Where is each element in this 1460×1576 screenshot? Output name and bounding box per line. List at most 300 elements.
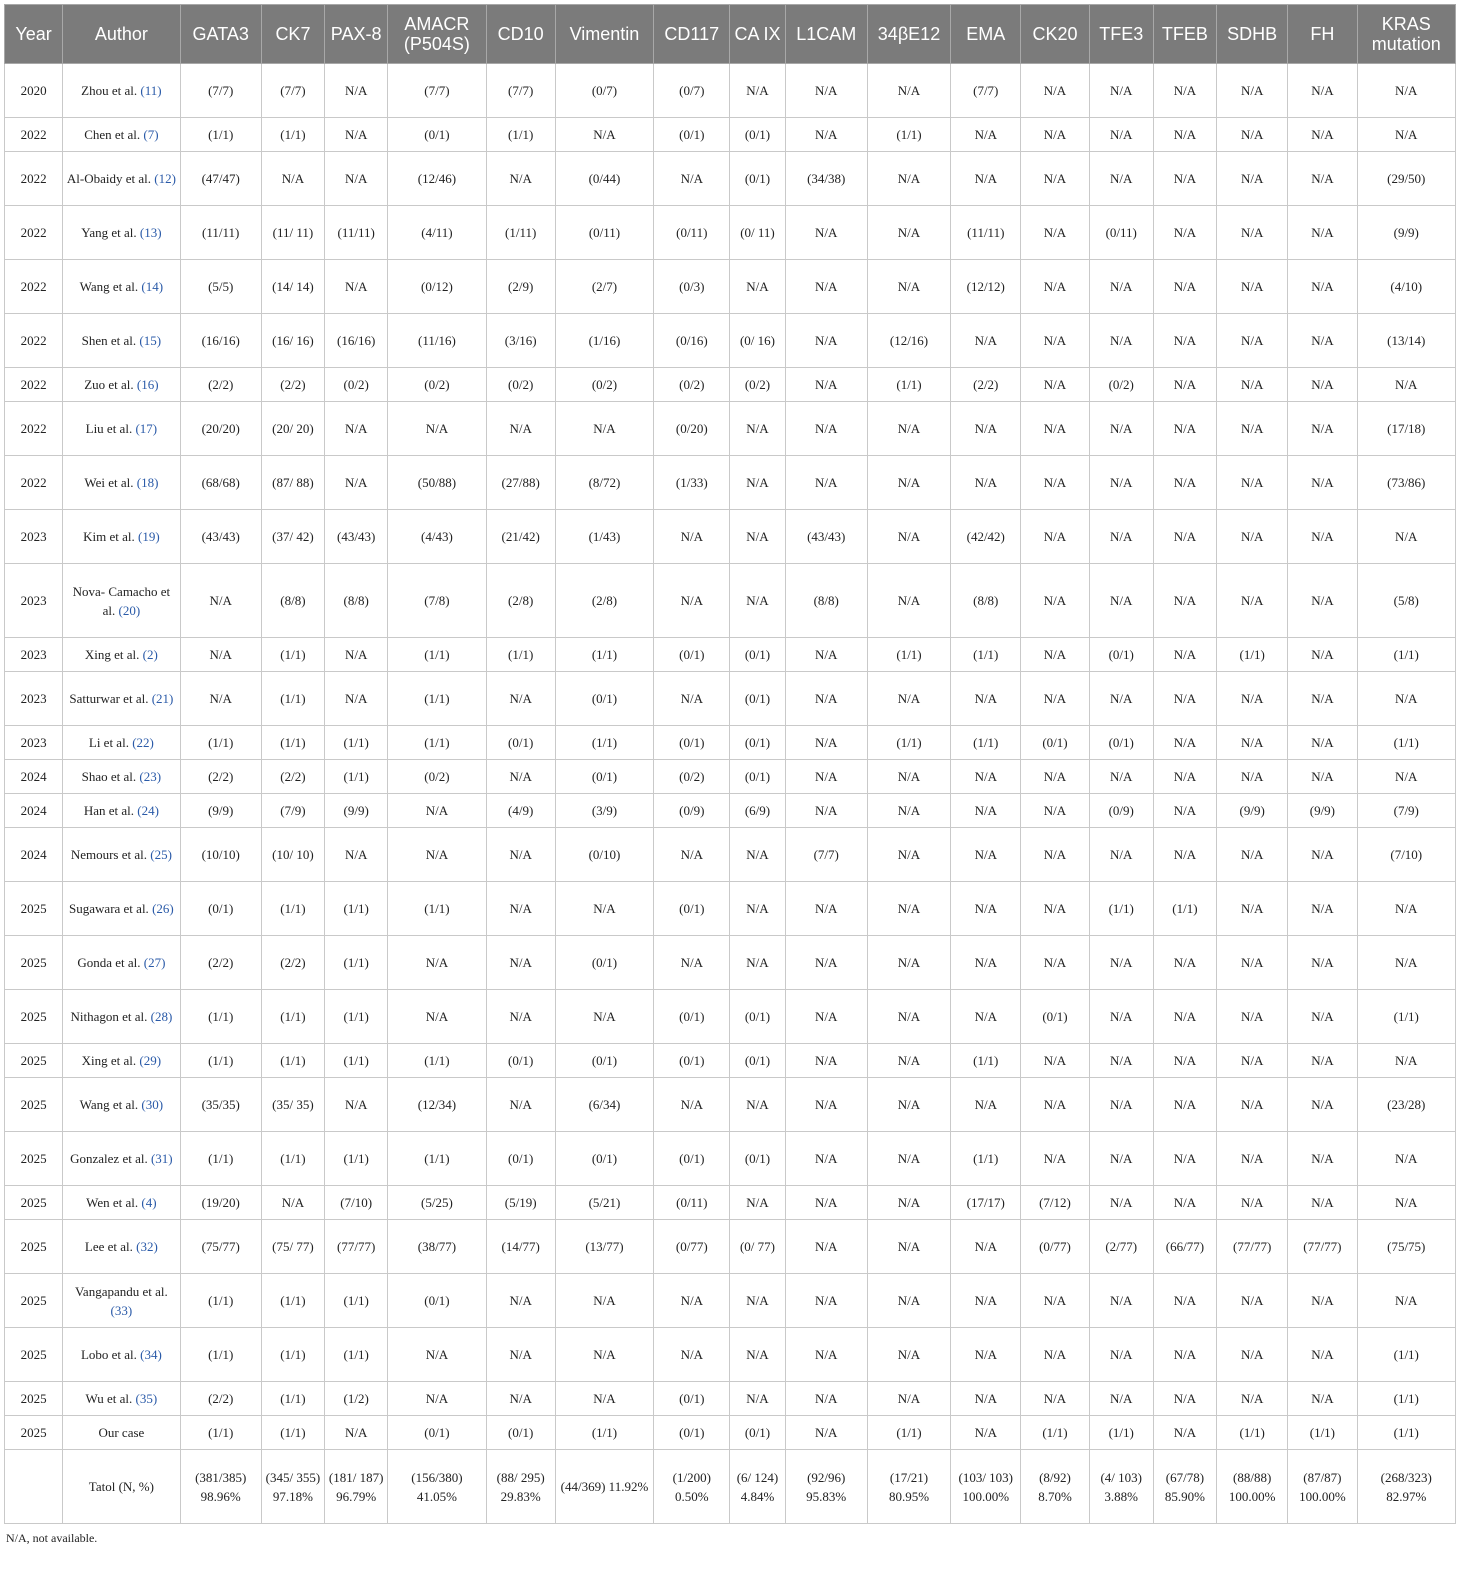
- author-cell: [63, 1382, 180, 1416]
- author-cell: [63, 260, 180, 314]
- table-cell: N/A: [555, 990, 653, 1044]
- table-cell: (9/9): [1288, 794, 1357, 828]
- table-cell: (1/2): [325, 1382, 388, 1416]
- table-cell: (1/1): [951, 1044, 1021, 1078]
- table-cell: (0/2): [730, 368, 785, 402]
- reference-link[interactable]: (30): [141, 1097, 164, 1112]
- table-cell: (0/1): [486, 1416, 555, 1450]
- table-cell: N/A: [654, 828, 730, 882]
- year-cell: 2023: [5, 564, 63, 638]
- table-cell: (5/5): [180, 260, 261, 314]
- table-cell: N/A: [180, 564, 261, 638]
- table-cell: N/A: [1021, 368, 1089, 402]
- table-cell: (0/12): [388, 260, 486, 314]
- table-cell: (0/1): [388, 1416, 486, 1450]
- total-cell: (103/ 103) 100.00%: [951, 1450, 1021, 1524]
- author-cell: [63, 564, 180, 638]
- table-cell: N/A: [1288, 64, 1357, 118]
- table-cell: (13/77): [555, 1220, 653, 1274]
- year-cell: 2025: [5, 1078, 63, 1132]
- table-cell: (0/1): [555, 760, 653, 794]
- table-cell: N/A: [1153, 1132, 1216, 1186]
- table-cell: (0/11): [555, 206, 653, 260]
- reference-link[interactable]: (28): [150, 1009, 173, 1024]
- table-cell: (7/7): [180, 64, 261, 118]
- table-row: [5, 206, 1456, 260]
- table-cell: N/A: [1153, 1274, 1216, 1328]
- author-cell: [63, 638, 180, 672]
- table-cell: N/A: [951, 1274, 1021, 1328]
- reference-link[interactable]: (21): [151, 691, 174, 706]
- total-cell: (88/88) 100.00%: [1217, 1450, 1288, 1524]
- table-cell: N/A: [867, 402, 950, 456]
- table-cell: (0/1): [730, 1416, 785, 1450]
- table-cell: (14/77): [486, 1220, 555, 1274]
- table-row: [5, 672, 1456, 726]
- table-cell: N/A: [1021, 118, 1089, 152]
- total-cell: (181/ 187) 96.79%: [325, 1450, 388, 1524]
- column-header: CD10: [486, 5, 555, 64]
- table-cell: N/A: [1021, 1078, 1089, 1132]
- reference-link[interactable]: (25): [150, 847, 172, 862]
- total-cell: (345/ 355) 97.18%: [261, 1450, 324, 1524]
- table-cell: (75/75): [1357, 1220, 1456, 1274]
- column-header: CA IX: [730, 5, 785, 64]
- table-cell: (1/1): [261, 118, 324, 152]
- table-cell: (0/1): [654, 726, 730, 760]
- table-cell: N/A: [1021, 456, 1089, 510]
- table-row: [5, 990, 1456, 1044]
- table-cell: N/A: [1153, 564, 1216, 638]
- reference-link[interactable]: (15): [139, 333, 162, 348]
- reference-link[interactable]: (27): [143, 955, 166, 970]
- table-cell: (1/1): [325, 936, 388, 990]
- column-header: TFE3: [1089, 5, 1153, 64]
- table-cell: (1/1): [180, 1044, 261, 1078]
- table-cell: N/A: [486, 1274, 555, 1328]
- reference-link[interactable]: (32): [136, 1239, 158, 1254]
- table-cell: N/A: [1357, 672, 1456, 726]
- table-cell: (7/9): [1357, 794, 1456, 828]
- table-cell: N/A: [1153, 1382, 1216, 1416]
- reference-link[interactable]: (35): [135, 1391, 158, 1406]
- author-cell: [63, 1274, 180, 1328]
- table-cell: (1/1): [261, 672, 324, 726]
- table-cell: N/A: [1217, 760, 1288, 794]
- year-cell: 2022: [5, 456, 63, 510]
- table-cell: N/A: [1357, 1044, 1456, 1078]
- year-cell: 2025: [5, 1416, 63, 1450]
- table-cell: N/A: [730, 564, 785, 638]
- table-cell: N/A: [1021, 672, 1089, 726]
- year-cell: 2022: [5, 118, 63, 152]
- table-cell: N/A: [730, 882, 785, 936]
- table-cell: N/A: [1153, 510, 1216, 564]
- total-year-cell: [5, 1450, 63, 1524]
- year-cell: 2025: [5, 882, 63, 936]
- table-cell: N/A: [1089, 1382, 1153, 1416]
- table-cell: (0/1): [1089, 726, 1153, 760]
- table-cell: (0/44): [555, 152, 653, 206]
- table-cell: (4/43): [388, 510, 486, 564]
- total-cell: (156/380) 41.05%: [388, 1450, 486, 1524]
- table-cell: N/A: [1153, 1186, 1216, 1220]
- reference-link[interactable]: (31): [150, 1151, 173, 1166]
- table-cell: N/A: [1153, 672, 1216, 726]
- table-cell: N/A: [388, 1382, 486, 1416]
- table-cell: (7/8): [388, 564, 486, 638]
- table-cell: N/A: [951, 794, 1021, 828]
- table-cell: N/A: [867, 206, 950, 260]
- table-cell: N/A: [1153, 638, 1216, 672]
- table-cell: N/A: [785, 1044, 867, 1078]
- total-cell: (381/385) 98.96%: [180, 1450, 261, 1524]
- table-cell: N/A: [1089, 118, 1153, 152]
- table-cell: (8/8): [951, 564, 1021, 638]
- table-cell: (1/1): [180, 1132, 261, 1186]
- table-cell: (1/1): [1288, 1416, 1357, 1450]
- author-cell: [63, 1328, 180, 1382]
- table-cell: N/A: [1021, 936, 1089, 990]
- table-cell: N/A: [1089, 64, 1153, 118]
- table-cell: (1/1): [1153, 882, 1216, 936]
- table-cell: N/A: [388, 402, 486, 456]
- total-cell: (67/78) 85.90%: [1153, 1450, 1216, 1524]
- table-cell: (0/1): [388, 1274, 486, 1328]
- reference-link[interactable]: (33): [110, 1302, 133, 1318]
- table-cell: N/A: [1357, 1186, 1456, 1220]
- table-cell: (1/1): [180, 726, 261, 760]
- table-cell: N/A: [1217, 1132, 1288, 1186]
- table-cell: N/A: [785, 936, 867, 990]
- reference-link[interactable]: (19): [137, 529, 160, 544]
- reference-link[interactable]: (34): [140, 1347, 162, 1362]
- table-cell: (7/7): [388, 64, 486, 118]
- table-cell: N/A: [1288, 936, 1357, 990]
- table-cell: (0/1): [730, 638, 785, 672]
- table-cell: N/A: [1288, 1186, 1357, 1220]
- table-cell: N/A: [1089, 672, 1153, 726]
- year-cell: 2025: [5, 990, 63, 1044]
- table-cell: N/A: [785, 1132, 867, 1186]
- table-cell: (2/8): [486, 564, 555, 638]
- table-cell: (11/16): [388, 314, 486, 368]
- year-cell: 2023: [5, 672, 63, 726]
- table-cell: N/A: [1089, 564, 1153, 638]
- table-cell: N/A: [1217, 206, 1288, 260]
- table-cell: (0/9): [1089, 794, 1153, 828]
- column-header: AMACR (P504S): [388, 5, 486, 64]
- table-cell: (0/2): [388, 760, 486, 794]
- year-cell: 2025: [5, 1274, 63, 1328]
- table-cell: N/A: [180, 638, 261, 672]
- reference-link[interactable]: (12): [154, 171, 176, 186]
- table-cell: (77/77): [1217, 1220, 1288, 1274]
- table-cell: N/A: [1021, 314, 1089, 368]
- table-cell: (1/1): [261, 1328, 324, 1382]
- table-cell: (10/10): [180, 828, 261, 882]
- table-cell: (1/1): [867, 368, 950, 402]
- table-cell: N/A: [1021, 1328, 1089, 1382]
- reference-link[interactable]: (2): [142, 647, 158, 662]
- table-row: [5, 260, 1456, 314]
- table-cell: N/A: [785, 672, 867, 726]
- table-cell: (0/ 77): [730, 1220, 785, 1274]
- author-name: Wei et al.: [84, 475, 134, 490]
- table-cell: N/A: [785, 638, 867, 672]
- table-cell: (77/77): [325, 1220, 388, 1274]
- total-row: [5, 1450, 1456, 1524]
- table-cell: N/A: [1288, 314, 1357, 368]
- reference-link[interactable]: (16): [136, 377, 159, 392]
- table-cell: (2/7): [555, 260, 653, 314]
- author-name: Wu et al.: [85, 1391, 133, 1406]
- author-name: Xing et al.: [84, 647, 140, 662]
- table-cell: (0/1): [486, 1132, 555, 1186]
- table-cell: (0/77): [654, 1220, 730, 1274]
- author-cell: [63, 794, 180, 828]
- year-cell: 2024: [5, 760, 63, 794]
- table-cell: N/A: [730, 456, 785, 510]
- table-cell: (34/38): [785, 152, 867, 206]
- author-name: Liu et al.: [85, 421, 133, 436]
- table-cell: (2/2): [261, 936, 324, 990]
- author-name: Nithagon et al.: [70, 1009, 148, 1024]
- column-header: 34βE12: [867, 5, 950, 64]
- table-cell: N/A: [785, 206, 867, 260]
- table-cell: (0/1): [730, 672, 785, 726]
- table-cell: (1/1): [261, 1044, 324, 1078]
- table-cell: (0/11): [654, 1186, 730, 1220]
- author-cell: [63, 64, 180, 118]
- table-cell: (0/1): [1089, 638, 1153, 672]
- table-cell: (0/ 16): [730, 314, 785, 368]
- table-cell: (9/9): [1217, 794, 1288, 828]
- column-header: PAX-8: [325, 5, 388, 64]
- table-cell: (27/88): [486, 456, 555, 510]
- table-cell: N/A: [1288, 206, 1357, 260]
- table-cell: N/A: [325, 1416, 388, 1450]
- table-cell: (0/9): [654, 794, 730, 828]
- table-cell: (35/ 35): [261, 1078, 324, 1132]
- table-row: [5, 152, 1456, 206]
- table-cell: (35/35): [180, 1078, 261, 1132]
- table-cell: N/A: [1021, 260, 1089, 314]
- table-cell: (2/2): [180, 368, 261, 402]
- table-cell: N/A: [1021, 64, 1089, 118]
- year-cell: 2025: [5, 936, 63, 990]
- table-cell: (0/1): [730, 760, 785, 794]
- author-name: Yang et al.: [81, 225, 137, 240]
- table-cell: (1/1): [325, 760, 388, 794]
- author-name: Nova- Camacho et al.: [72, 583, 171, 618]
- author-cell: [63, 206, 180, 260]
- table-cell: N/A: [730, 1328, 785, 1382]
- table-cell: (1/1): [180, 1416, 261, 1450]
- reference-link[interactable]: (23): [139, 769, 162, 784]
- table-cell: N/A: [1153, 118, 1216, 152]
- table-cell: N/A: [555, 1382, 653, 1416]
- table-cell: N/A: [785, 402, 867, 456]
- table-cell: N/A: [785, 456, 867, 510]
- table-cell: N/A: [1021, 402, 1089, 456]
- table-cell: (7/12): [1021, 1186, 1089, 1220]
- table-row: [5, 402, 1456, 456]
- table-cell: N/A: [654, 1078, 730, 1132]
- table-cell: (5/19): [486, 1186, 555, 1220]
- column-header: CK20: [1021, 5, 1089, 64]
- table-cell: (1/1): [486, 118, 555, 152]
- table-cell: N/A: [951, 990, 1021, 1044]
- table-cell: N/A: [1021, 510, 1089, 564]
- table-cell: N/A: [1217, 1382, 1288, 1416]
- reference-link[interactable]: (13): [139, 225, 162, 240]
- table-cell: (20/ 20): [261, 402, 324, 456]
- column-header: Year: [5, 5, 63, 64]
- table-cell: N/A: [785, 882, 867, 936]
- table-cell: N/A: [1153, 402, 1216, 456]
- table-cell: (5/8): [1357, 564, 1456, 638]
- table-cell: N/A: [1357, 936, 1456, 990]
- table-cell: N/A: [951, 152, 1021, 206]
- table-cell: (4/9): [486, 794, 555, 828]
- table-cell: (16/16): [325, 314, 388, 368]
- reference-link[interactable]: (17): [135, 421, 158, 436]
- table-cell: (11/11): [180, 206, 261, 260]
- table-cell: N/A: [1288, 1132, 1357, 1186]
- table-cell: N/A: [730, 936, 785, 990]
- table-cell: N/A: [1217, 260, 1288, 314]
- table-cell: (1/1): [325, 1328, 388, 1382]
- table-cell: (43/43): [785, 510, 867, 564]
- table-cell: (8/8): [325, 564, 388, 638]
- table-cell: N/A: [1089, 1044, 1153, 1078]
- table-cell: N/A: [654, 1274, 730, 1328]
- table-cell: N/A: [654, 672, 730, 726]
- table-cell: N/A: [1153, 1416, 1216, 1450]
- table-row: [5, 1078, 1456, 1132]
- table-cell: N/A: [555, 118, 653, 152]
- table-cell: N/A: [1089, 1186, 1153, 1220]
- reference-link[interactable]: (22): [132, 735, 154, 750]
- table-cell: N/A: [1357, 882, 1456, 936]
- total-cell: (8/92) 8.70%: [1021, 1450, 1089, 1524]
- author-cell: [63, 1044, 180, 1078]
- table-cell: (2/8): [555, 564, 653, 638]
- reference-link[interactable]: (29): [139, 1053, 162, 1068]
- reference-link[interactable]: (11): [140, 83, 162, 98]
- table-cell: (1/1): [261, 990, 324, 1044]
- table-cell: (0/ 11): [730, 206, 785, 260]
- table-cell: N/A: [951, 1078, 1021, 1132]
- author-name: Gonda et al.: [77, 955, 141, 970]
- table-cell: (2/9): [486, 260, 555, 314]
- table-cell: (0/2): [555, 368, 653, 402]
- table-cell: N/A: [325, 118, 388, 152]
- table-cell: (0/1): [730, 118, 785, 152]
- year-cell: 2025: [5, 1044, 63, 1078]
- table-row: [5, 1416, 1456, 1450]
- table-cell: (7/7): [261, 64, 324, 118]
- table-cell: (1/1): [180, 990, 261, 1044]
- table-cell: N/A: [867, 1132, 950, 1186]
- table-cell: N/A: [1217, 1274, 1288, 1328]
- table-cell: N/A: [951, 456, 1021, 510]
- table-cell: (0/1): [654, 882, 730, 936]
- table-cell: (1/1): [1357, 638, 1456, 672]
- table-cell: N/A: [1217, 1328, 1288, 1382]
- table-cell: (0/1): [486, 726, 555, 760]
- table-cell: N/A: [785, 1382, 867, 1416]
- table-cell: N/A: [1217, 936, 1288, 990]
- table-cell: (16/16): [180, 314, 261, 368]
- total-cell: (6/ 124) 4.84%: [730, 1450, 785, 1524]
- table-cell: N/A: [1217, 882, 1288, 936]
- reference-link[interactable]: (20): [118, 602, 141, 618]
- table-cell: N/A: [730, 828, 785, 882]
- table-cell: (1/11): [486, 206, 555, 260]
- table-cell: (17/18): [1357, 402, 1456, 456]
- table-cell: N/A: [867, 1328, 950, 1382]
- table-cell: (12/12): [951, 260, 1021, 314]
- author-name: Chen et al.: [84, 127, 141, 142]
- table-cell: N/A: [1089, 314, 1153, 368]
- table-cell: (0/1): [180, 882, 261, 936]
- table-cell: N/A: [1089, 990, 1153, 1044]
- author-name: Nemours et al.: [70, 847, 147, 862]
- year-cell: 2023: [5, 638, 63, 672]
- table-cell: (1/1): [951, 1132, 1021, 1186]
- author-name: Xing et al.: [81, 1053, 137, 1068]
- author-cell: [63, 1078, 180, 1132]
- table-cell: (0/2): [1089, 368, 1153, 402]
- table-cell: N/A: [388, 794, 486, 828]
- table-cell: (0/1): [555, 1132, 653, 1186]
- table-cell: N/A: [785, 794, 867, 828]
- table-cell: (0/1): [654, 1132, 730, 1186]
- table-cell: N/A: [1089, 936, 1153, 990]
- table-cell: (0/1): [730, 990, 785, 1044]
- year-cell: 2022: [5, 314, 63, 368]
- column-header: CK7: [261, 5, 324, 64]
- column-header: CD117: [654, 5, 730, 64]
- table-cell: N/A: [486, 1328, 555, 1382]
- header-row: [5, 5, 1456, 64]
- table-cell: (1/1): [388, 882, 486, 936]
- table-cell: (75/ 77): [261, 1220, 324, 1274]
- table-cell: (1/1): [1089, 1416, 1153, 1450]
- reference-link[interactable]: (7): [143, 127, 159, 142]
- table-cell: N/A: [867, 1220, 950, 1274]
- table-cell: N/A: [1153, 368, 1216, 402]
- table-cell: (0/1): [388, 118, 486, 152]
- reference-link[interactable]: (18): [136, 475, 159, 490]
- author-cell: [63, 882, 180, 936]
- table-cell: N/A: [867, 1186, 950, 1220]
- table-cell: (9/9): [1357, 206, 1456, 260]
- reference-link[interactable]: (26): [152, 901, 174, 916]
- table-cell: N/A: [1217, 672, 1288, 726]
- table-cell: N/A: [1153, 990, 1216, 1044]
- table-cell: N/A: [486, 828, 555, 882]
- author-cell: [63, 152, 180, 206]
- table-cell: N/A: [325, 672, 388, 726]
- reference-link[interactable]: (4): [141, 1195, 157, 1210]
- reference-link[interactable]: (14): [141, 279, 164, 294]
- author-name: Vangapandu et al.: [74, 1283, 168, 1299]
- table-cell: (1/1): [261, 1416, 324, 1450]
- reference-link[interactable]: (24): [137, 803, 159, 818]
